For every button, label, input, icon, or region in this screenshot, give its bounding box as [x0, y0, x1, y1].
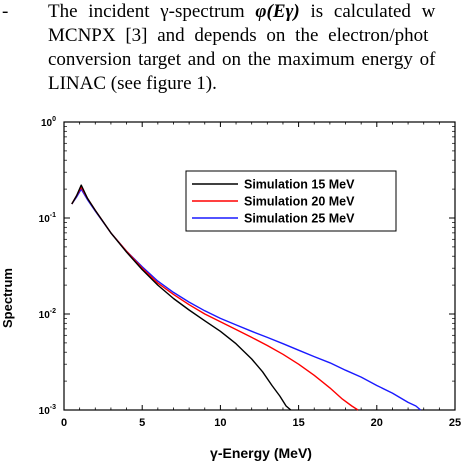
bullet-dash: - [2, 1, 9, 22]
spectrum-chart [0, 112, 465, 465]
paragraph-line-4: LINAC (see figure 1). [48, 73, 217, 94]
x-tick-label: 5 [139, 417, 146, 429]
paragraph-line-1 [48, 0, 465, 24]
y-tick-label: $10^{-2}$ [38, 308, 56, 321]
paragraph-line-3: conversion target and on the maximum energy of [48, 49, 436, 70]
x-tick-label: 0 [60, 417, 68, 429]
x-tick-label: 20 [370, 417, 383, 429]
x-tick-label: 25 [448, 417, 462, 429]
plot-frame [64, 122, 455, 410]
line1-prefix: The incident γ-spectrum [48, 1, 256, 22]
y-axis-label: Spectrum [0, 268, 15, 328]
y-tick-label: $10^0$ [40, 116, 56, 129]
y-tick-label: $10^{-1}$ [38, 212, 56, 225]
y-tick-label: $10^{-3}$ [38, 404, 56, 417]
legend-label: Simulation 15 MeV [244, 177, 355, 192]
paragraph-lines [48, 0, 465, 96]
legend-label: Simulation 25 MeV [244, 211, 355, 226]
x-tick-label: 15 [292, 417, 305, 429]
x-axis-label: γ-Energy (MeV) [210, 445, 312, 461]
bullet-paragraph [0, 0, 465, 110]
x-tick-label: 10 [214, 417, 227, 429]
phi-math: φ(Eγ) [255, 1, 300, 22]
legend-label: Simulation 20 MeV [244, 194, 355, 209]
legend [186, 171, 396, 231]
axes [39, 116, 461, 429]
paragraph-line-2: MCNPX [3] and depends on the electron/phot [48, 25, 429, 46]
line1-suffix: is calculated w [299, 1, 436, 22]
figure-1 [0, 112, 465, 465]
